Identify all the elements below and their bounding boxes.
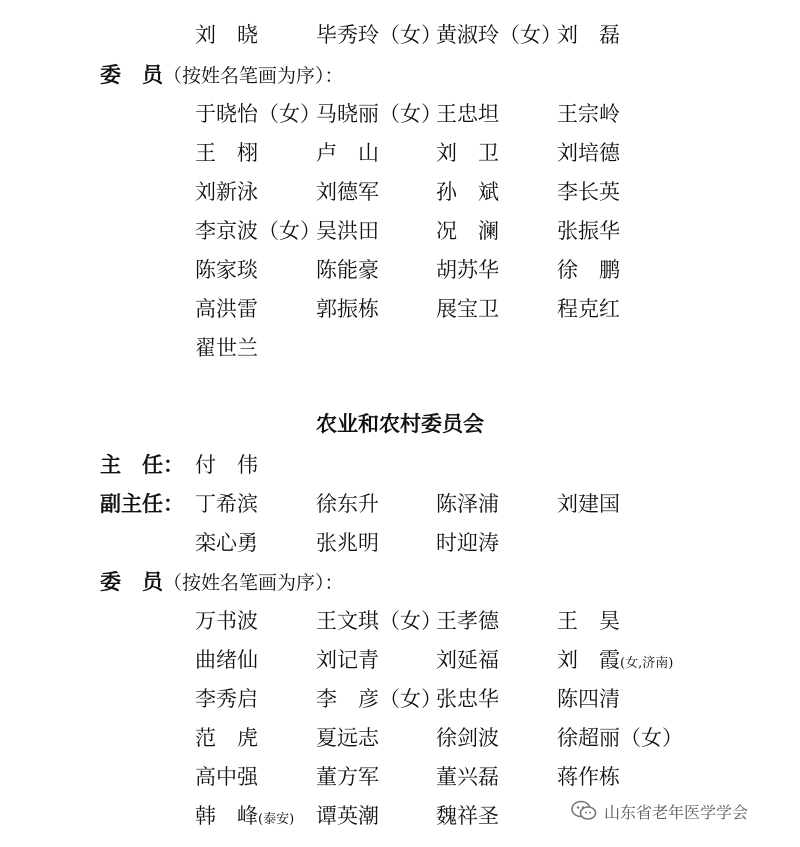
name: 徐东升 xyxy=(316,492,379,516)
name: 刘记青 xyxy=(316,648,379,672)
name: 王文琪（女） xyxy=(316,609,442,633)
members-label: 委 员（按姓名笔画为序）： xyxy=(100,63,344,87)
committee-title: 农业和农村委员会 xyxy=(316,412,484,436)
name: 刘 霞 xyxy=(557,648,620,672)
name-note: (女,济南) xyxy=(620,656,674,671)
wechat-icon xyxy=(570,799,598,823)
name: 王忠坦 xyxy=(436,102,499,126)
name: 王 昊 xyxy=(557,609,620,633)
name: 张忠华 xyxy=(436,687,499,711)
name: 马晓丽（女） xyxy=(316,102,442,126)
name: 黄淑玲（女） xyxy=(436,23,562,47)
name: 刘培德 xyxy=(557,141,620,165)
name: 于晓怡（女） xyxy=(195,102,321,126)
name: 张振华 xyxy=(557,219,620,243)
deputy-label: 副主任： xyxy=(100,492,184,516)
name: 吴洪田 xyxy=(316,219,379,243)
name: 王 栩 xyxy=(195,141,258,165)
name-note: (泰安) xyxy=(258,812,295,827)
name: 徐剑波 xyxy=(436,726,499,750)
name: 李长英 xyxy=(557,180,620,204)
name: 魏祥圣 xyxy=(436,804,499,828)
name: 夏远志 xyxy=(316,726,379,750)
watermark-text: 山东省老年医学学会 xyxy=(604,802,749,822)
name: 陈四清 xyxy=(557,687,620,711)
name: 王孝德 xyxy=(436,609,499,633)
name: 栾心勇 xyxy=(195,531,258,555)
name: 刘新泳 xyxy=(195,180,258,204)
name-with-note xyxy=(195,797,294,839)
name: 陈能豪 xyxy=(316,258,379,282)
name: 时迎涛 xyxy=(436,531,499,555)
members-note: （按姓名笔画为序）： xyxy=(163,65,344,87)
director-label: 主 任： xyxy=(100,453,184,477)
name: 胡苏华 xyxy=(436,258,499,282)
name: 高中强 xyxy=(195,765,258,789)
members-note: （按姓名笔画为序）： xyxy=(163,572,344,594)
name: 刘延福 xyxy=(436,648,499,672)
name: 李秀启 xyxy=(195,687,258,711)
name: 刘德军 xyxy=(316,180,379,204)
name: 董方军 xyxy=(316,765,379,789)
name: 范 虎 xyxy=(195,726,258,750)
name: 王宗岭 xyxy=(557,102,620,126)
name: 况 澜 xyxy=(436,219,499,243)
name: 毕秀玲（女） xyxy=(316,23,442,47)
name: 张兆明 xyxy=(316,531,379,555)
name: 刘 卫 xyxy=(436,141,499,165)
name: 蒋作栋 xyxy=(557,765,620,789)
name: 程克红 xyxy=(557,297,620,321)
name: 陈家琰 xyxy=(195,258,258,282)
name: 董兴磊 xyxy=(436,765,499,789)
name: 卢 山 xyxy=(316,141,379,165)
name: 展宝卫 xyxy=(436,297,499,321)
name: 徐 鹏 xyxy=(557,258,620,282)
watermark xyxy=(570,796,748,826)
name: 付 伟 xyxy=(195,453,258,477)
name: 谭英潮 xyxy=(316,804,379,828)
name: 孙 斌 xyxy=(436,180,499,204)
name-with-note xyxy=(557,641,673,683)
name: 万书波 xyxy=(195,609,258,633)
name: 陈泽浦 xyxy=(436,492,499,516)
name: 李京波（女） xyxy=(195,219,321,243)
name: 韩 峰 xyxy=(195,804,258,828)
name: 李 彦（女） xyxy=(316,687,442,711)
name: 刘 晓 xyxy=(195,23,258,47)
name: 高洪雷 xyxy=(195,297,258,321)
name: 丁希滨 xyxy=(195,492,258,516)
name: 曲绪仙 xyxy=(195,648,258,672)
members-label: 委 员（按姓名笔画为序）： xyxy=(100,570,344,594)
name: 翟世兰 xyxy=(195,336,258,360)
name: 徐超丽（女） xyxy=(557,726,683,750)
name: 刘 磊 xyxy=(557,23,620,47)
name: 刘建国 xyxy=(557,492,620,516)
name: 郭振栋 xyxy=(316,297,379,321)
